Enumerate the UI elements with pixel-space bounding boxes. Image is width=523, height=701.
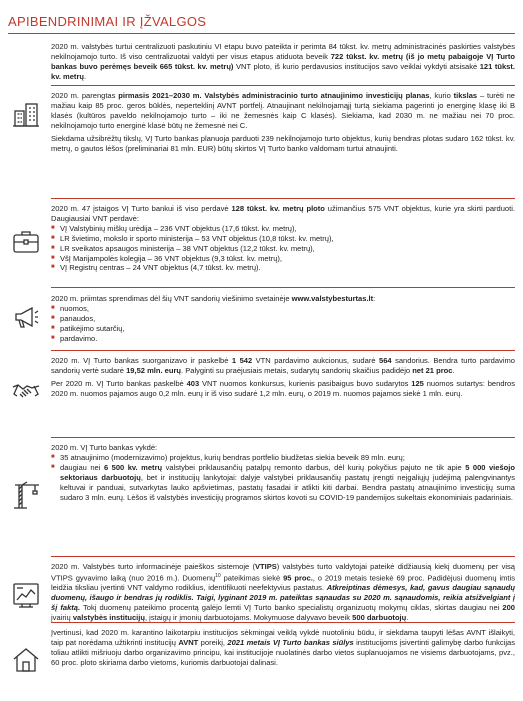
highlight: 722 tūkst. kv. metrų (iš jo metų pabaigoje VĮ Turto bankas buvo perėmęs beveik 665 tūkst. kv. metrų): [51, 51, 515, 71]
text: Per 2020 m. VĮ Turto bankas paskelbė: [51, 378, 187, 388]
text: , o 2019 metais tesiekė 69 proc. Padidėjusi duomenų imtis leidžia tiksliau įvertinti VNT valdymo rodiklius, identifikuoti neefektyvius pastatus.: [51, 573, 515, 593]
chart-icon: [11, 580, 41, 610]
section-projects: [51, 443, 515, 502]
highlight: 128 tūkst. kv. metrų ploto: [231, 204, 325, 213]
highlight: 19,52 mln. eurų: [126, 365, 182, 375]
highlight: tikslas: [453, 91, 478, 100]
list-item: ■ VšĮ Marijampolės kolegija – 36 VNT objektus (9,3 tūkst. kv. metrų),: [51, 254, 515, 264]
paragraph: [51, 356, 515, 376]
footnote-ref: 10: [215, 572, 221, 579]
section-vtips: [51, 562, 515, 623]
separator: [51, 350, 515, 351]
highlight: 5 000 viešojo sektoriaus darbuotojų: [60, 462, 515, 482]
text: . Palyginti su praėjusiais metais, sudarytų sandorių skaičius padidėjo: [181, 365, 413, 375]
list-item: ■ patikėjimo sutarčių,: [51, 324, 515, 334]
separator: [51, 622, 515, 623]
paragraph: [51, 562, 515, 623]
header-rule: [8, 33, 515, 34]
paragraph: [51, 91, 515, 131]
list-item: ■ VĮ Valstybinių miškų urėdija – 236 VNT objektus (17,6 tūkst. kv. metrų),: [51, 224, 515, 234]
emphasis: Atkreiptinas dėmesys, kad, gavus daugiau sąnaudų duomenų, išaugo ir bendras jų rodiklis. Taigi, lyginant 2019 m. pateiktas sąnaudas su 2020 m. sąnaudomis, reikia atsižvelgiant į šį faktą.: [51, 583, 515, 613]
text: .: [452, 365, 455, 375]
text: VNT ploto, iš kurio perdavusios institucijos savo veiklai vykdyti atsisakė: [233, 61, 480, 71]
paragraph: [51, 628, 515, 668]
text: sandorius. Bendra turto pardavimo sandorių vertė sudarė: [51, 356, 515, 375]
text: institucijoms įsivertinti galimybę darbo funkcijas toliau atlikti mišriuoju darbo organizavimo principu, kai institucijoje nuolatinės darbo vietos suplanuojamos ne visiems darbuotojams, pvz., 60 proc. ploto skiriama darbo vietoms, kuriomis darbuotojai dalinasi.: [51, 637, 515, 667]
text: poreikį,: [198, 637, 228, 647]
list-item: ■ VĮ Registrų centras – 24 VNT objektus (4,7 tūkst. kv. metrų).: [51, 263, 515, 273]
paragraph: [51, 379, 515, 399]
separator: [51, 287, 515, 288]
text: Įvertinusi, kad 2020 m. karantino laikotarpiu institucijos sėkmingai veiklą vykdė nuotoliniu būdu, ir siekdama taupyti lėšas AVNT išlaikyti, taip pat norėdama užtikrinti institucijų: [51, 628, 515, 647]
text: pateikimas siekė: [220, 573, 284, 583]
handshake-icon: [11, 376, 41, 406]
text: , įstaigų ir įmonių darbuotojams. Mokymuose dalyvavo beveik: [144, 613, 353, 623]
crane-icon: [11, 480, 41, 510]
highlight: 1 542: [231, 356, 253, 365]
list-item: ■ pardavimo.: [51, 334, 515, 344]
text: 2020 m. priimtas sprendimas dėl šių VNT sandorių viešinimo svetainėje: [51, 294, 292, 303]
highlight: VTIPS: [254, 562, 277, 571]
separator: [51, 556, 515, 557]
text: VNT nuomos konkursus, kurienis pasibaigus buvo sudarytos: [199, 378, 412, 388]
text: Tokį duomenų pateikimo procentą galėjo lemti VĮ Turto banko specialistų organizuotų mokymų ciklas, skirtas daugiau nei: [80, 603, 503, 613]
text: 2020 m. valstybės turtui centralizuoti paskutiniu VI etapu buvo pateikta ir perimta 84 tūkst. kv. metrų administracinės paskirties valstybės nekilnojamojo turto. Iš viso centralizuotai valdyti per visus etapus atiduota beveik: [51, 42, 515, 61]
separator: [51, 85, 515, 86]
page-title: APIBENDRINIMAI IR ĮŽVALGOS: [8, 14, 207, 29]
text: .: [406, 613, 409, 623]
emphasis: 2021 metais VĮ Turto bankas siūlys: [227, 637, 354, 647]
text: 2020 m. Valstybės turto informacinėje paieškos sistemoje (: [51, 562, 255, 571]
paragraph: [51, 204, 515, 224]
text: – turėti ne mažiau kaip 85 proc. geros būklės, neperteklinį AVNT portfelį. Atnaujinant nekilnojamąjį turtą siekiama pagerinti jo energinę klasę iki B klasės (kultūros paveldo nekilnojamojo turto – iki ne žemesnės kaip C klasės). Siekiama, kad 2030 m. ne mažiau nei 70 proc. nekilnojamojo turto energinė klasė būtų ne žemesnė nei C.: [51, 91, 515, 130]
highlight: 121 tūkst. kv. metrų: [51, 61, 515, 81]
section-centralization: [51, 42, 515, 82]
megaphone-icon: [11, 302, 41, 332]
section-remote-work: [51, 628, 515, 668]
text: ) valstybės turto valdytojai pateikė didžiausią kiekį duomenų per visą VTIPS gyvavimo laiką (nuo 2016 m.). Duomenų: [51, 562, 516, 583]
highlight: 500 darbuotojų: [352, 613, 407, 623]
publicity-list: [51, 304, 515, 344]
section-publicity: [51, 294, 515, 344]
list-item: ■ LR sveikatos apsaugos ministerija – 38 VNT objektus (12,2 tūkst. kv. metrų),: [51, 244, 515, 254]
text: nuomos sutartys: bendros 2020 m. nuomos pajamos augo 0,2 mln. eurų ir iš viso sudarė 1,2 mln. eurų, o 2019 m. nuomos pajamos siekė 1 mln. eurų.: [51, 378, 515, 398]
paragraph: Siekdama užsibrėžtų tikslų, VĮ Turto bankas planuoja parduoti 239 nekilnojamojo turto objektus, kurių bendras plotas sudaro 162 tūkst. kv. metrų, o gautos lėšos (preliminariai 81 mln. EUR) būtų skirtos VĮ Turto banko valdomam turtui atnaujinti.: [51, 133, 515, 153]
list-item: ■ LR švietimo, mokslo ir sporto ministerija – 53 VNT objektus (10,8 tūkst. kv. metrų),: [51, 234, 515, 244]
paragraph: [51, 42, 515, 82]
section-transfers: [51, 204, 515, 273]
separator: [51, 198, 515, 199]
list-item: ■ nuomos,: [51, 304, 515, 314]
highlight: 564: [379, 356, 392, 365]
text: , bet ir institucijų lankytojai: dalyje valstybei priklausančių pastatų įrengti neįgaliųjų judėjimą palengvinantys keltuvai ir panduai, sutvarkytas lauko apšvietimas, pastatų fasadai ir atlikti kiti darbai. Bendra pastatų atnaujinimo investicijų suma sudaro 3 mln. eurų. Lėšos iš valstybės investicijų programos skirtos kovoti su COVID-19 pandemijos sukeltais ekonominiais padariniais.: [60, 472, 515, 502]
list-item: [51, 463, 515, 503]
text: , kurio: [429, 91, 454, 100]
text: VTN pardavimo aukcionus, sudarė: [252, 356, 380, 365]
separator: [51, 437, 515, 438]
house-icon: [11, 645, 41, 675]
text: 2020 m. VĮ Turto bankas suorganizavo ir paskelbė: [51, 356, 232, 365]
text: įvairių: [51, 613, 73, 623]
section-investment-plan: [51, 91, 515, 153]
text: valstybei priklausančių patalpų remonto darbus, dėl kurių pokyčius pajuto ne tik apie: [162, 462, 466, 472]
transfer-list: [51, 224, 515, 274]
projects-list: [51, 453, 515, 503]
section-sales: [51, 356, 515, 399]
text: :: [373, 294, 376, 303]
text: užimančius 575 VNT objektus, kurie yra skirti parduoti. Daugiausiai VNT perdavė:: [51, 204, 515, 223]
buildings-icon: [11, 100, 41, 130]
highlight: 403: [186, 378, 200, 388]
list-item: ■ 35 atnaujinimo (modernizavimo) projektus, kurių bendras portfelio biudžetas siekia beveik 89 mln. eurų;: [51, 453, 515, 463]
list-item: ■ panaudos,: [51, 314, 515, 324]
briefcase-icon: [11, 226, 41, 256]
website-link[interactable]: www.valstybesturtas.lt: [291, 294, 374, 303]
paragraph: 2020 m. VĮ Turto bankas vykdė:: [51, 443, 158, 452]
paragraph: [51, 294, 515, 304]
highlight: 200: [502, 603, 515, 613]
text: daugiau nei: [60, 462, 104, 472]
highlight: AVNT: [178, 637, 199, 647]
highlight: valstybės institucijų: [72, 613, 145, 623]
highlight: 125: [411, 378, 424, 388]
text: 2020 m. parengtas: [51, 91, 119, 100]
text: 2020 m. 47 įstaigos VĮ Turto bankui iš viso perdavė: [51, 204, 232, 213]
highlight: pirmasis 2021–2030 m. Valstybės administracinio turto atnaujinimo investicijų planas: [118, 91, 430, 100]
highlight: net 21 proc: [412, 365, 453, 375]
highlight: 6 500 kv. metrų: [103, 462, 163, 472]
text: .: [84, 71, 87, 81]
highlight: 95 proc.: [283, 573, 313, 583]
